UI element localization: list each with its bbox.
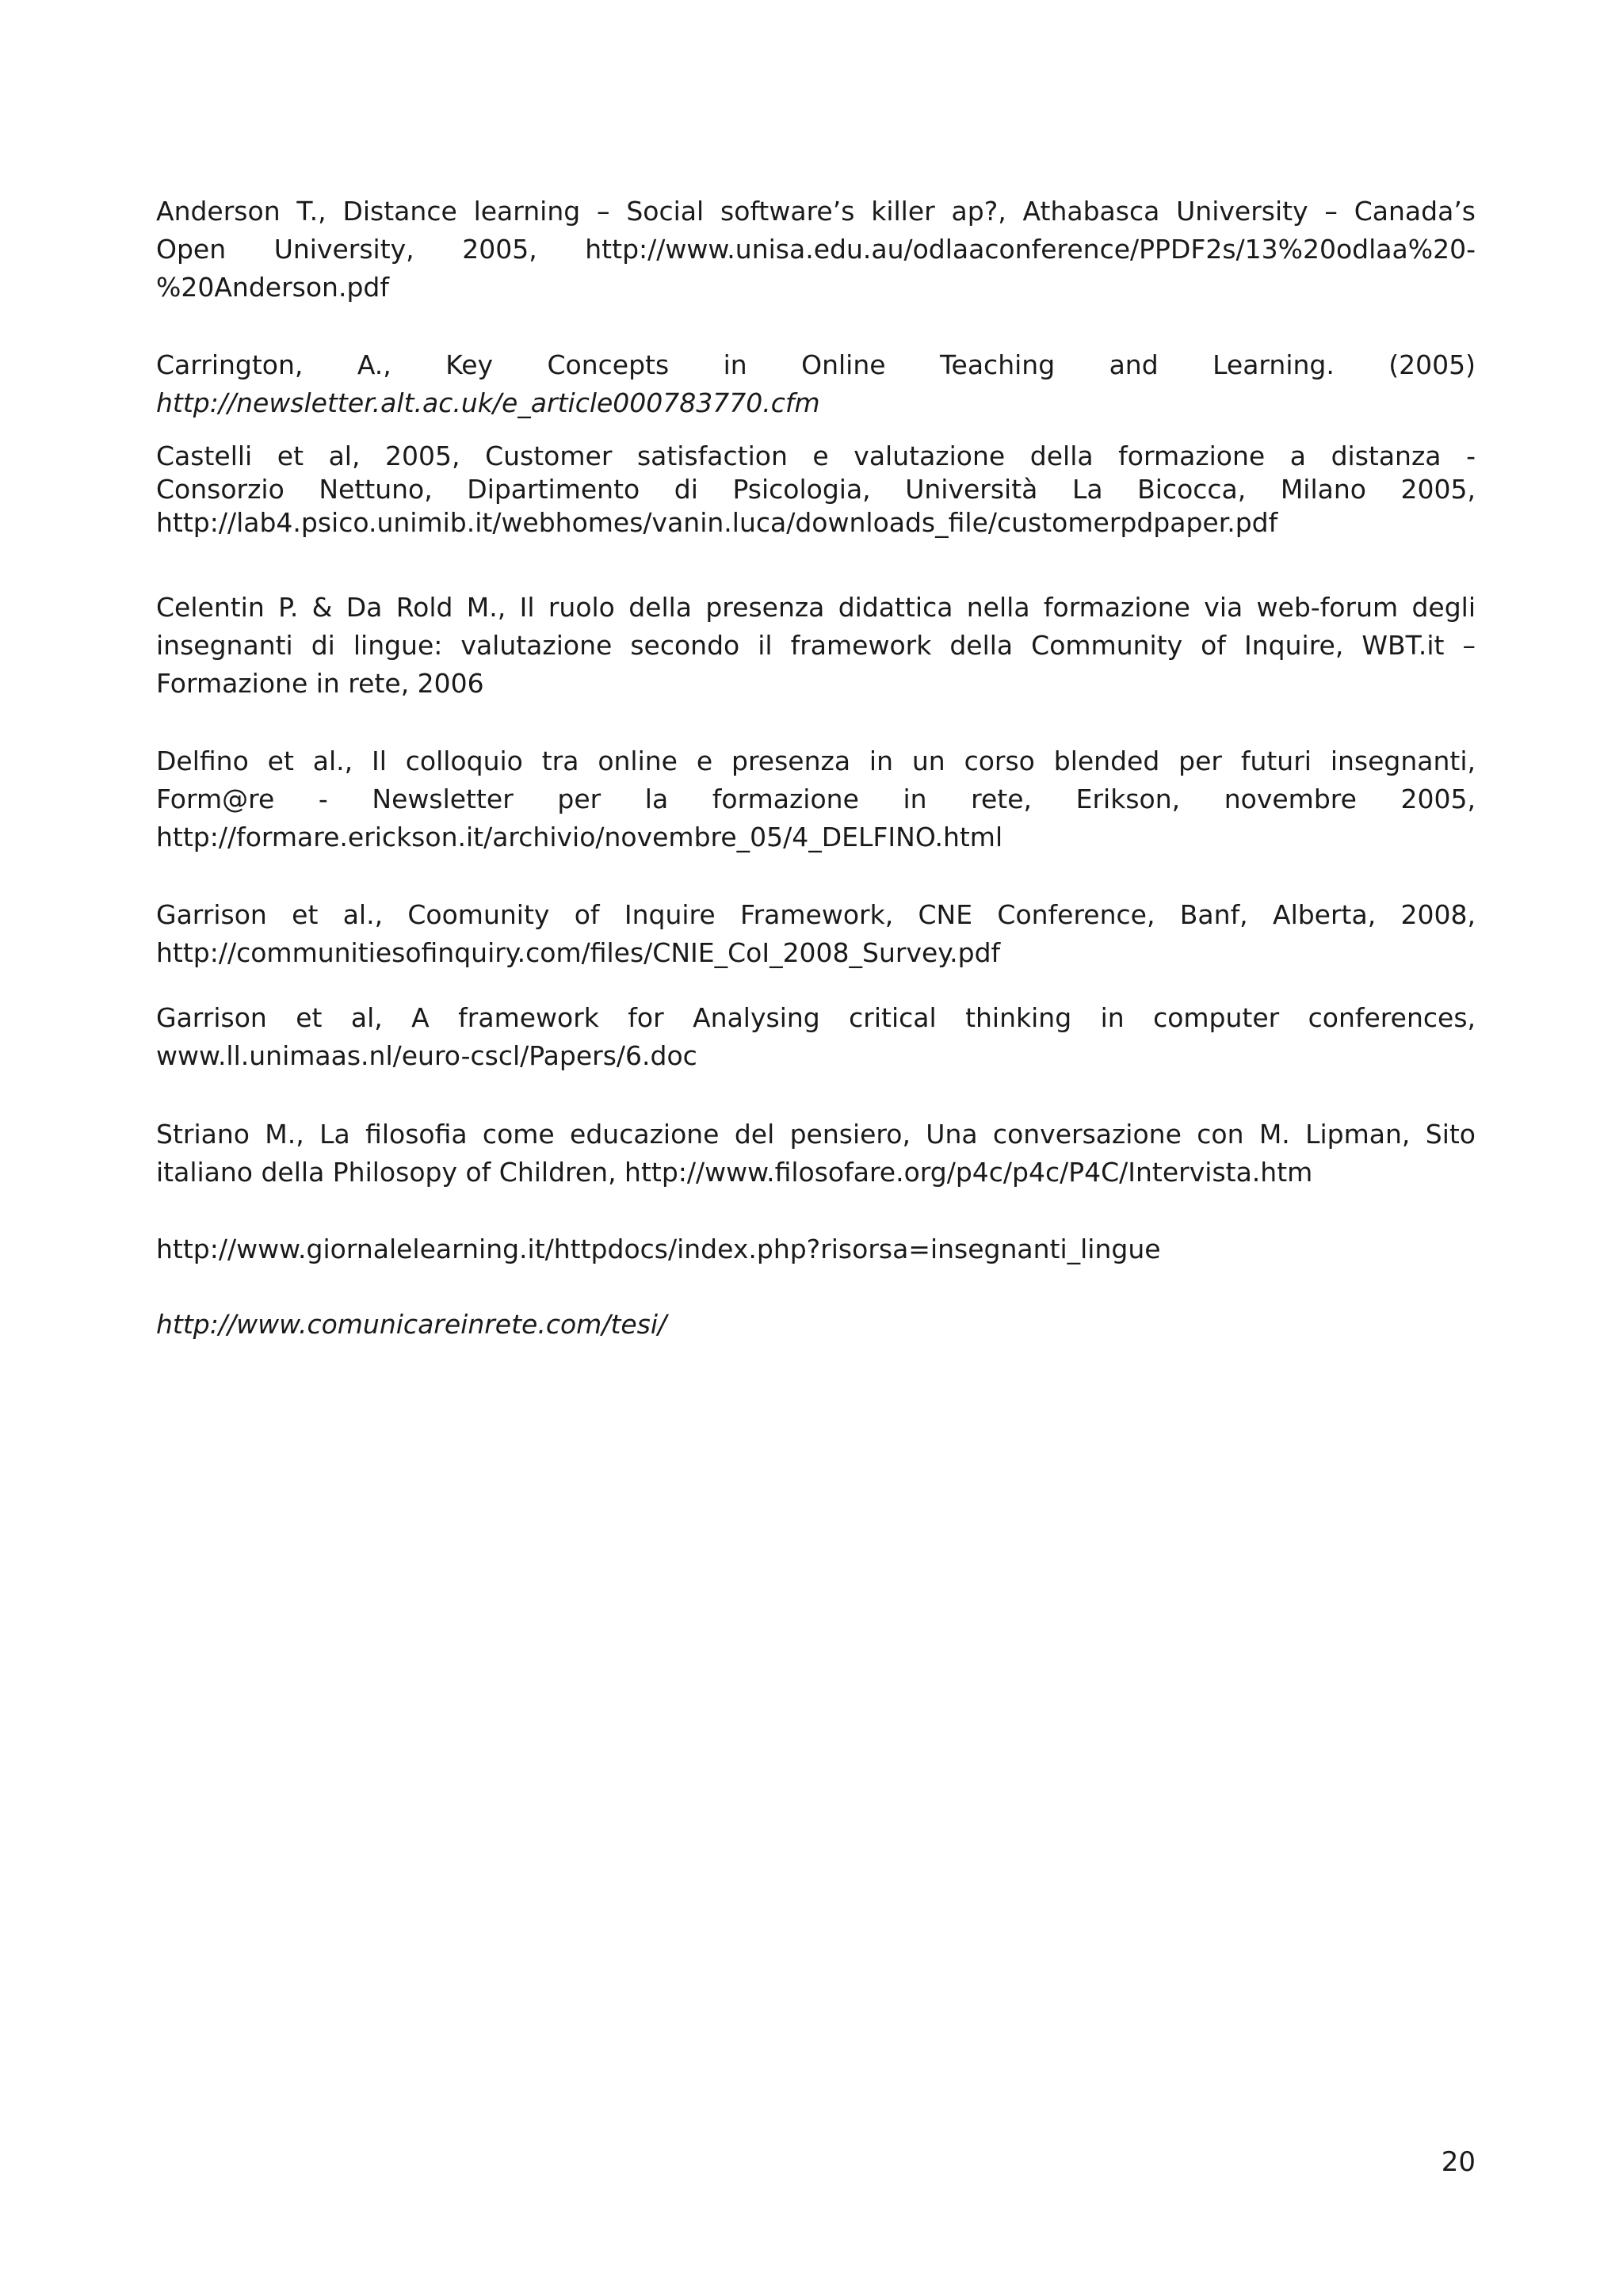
reference-line: Form@re - Newsletter per la formazione in rete, Erikson, novembre 2005, (156, 784, 1476, 814)
reference-line: Celentin P. & Da Rold M., Il ruolo della presenza didattica nella formazione via web-forum degli (156, 592, 1476, 623)
reference-line: Garrison et al., Coomunity of Inquire Framework, CNE Conference, Banf, Alberta, 2008, (156, 899, 1476, 930)
page-number: 20 (1441, 2146, 1476, 2178)
reference-carrington (156, 346, 1476, 422)
reference-line: http://lab4.psico.unimib.it/webhomes/vanin.luca/downloads_file/customerpdpaper.pdf (156, 507, 1278, 538)
reference-line: Anderson T., Distance learning – Social software’s killer ap?, Athabasca University – Canada’s (156, 196, 1476, 227)
reference-anderson (156, 193, 1476, 307)
reference-delfino (156, 742, 1476, 856)
reference-link: http://newsletter.alt.ac.uk/e_article000783770.cfm (156, 387, 820, 418)
reference-line: Delfino et al., Il colloquio tra online e presenza in un corso blended per futuri insegnanti, (156, 746, 1476, 776)
reference-giornalelearning (156, 1230, 1476, 1268)
reference-line: Formazione in rete, 2006 (156, 668, 484, 699)
reference-celentin (156, 589, 1476, 703)
reference-line: http://communitiesofinquiry.com/files/CNIE_CoI_2008_Survey.pdf (156, 937, 1001, 968)
reference-line: http://www.giornalelearning.it/httpdocs/index.php?risorsa=insegnanti_lingue (156, 1234, 1161, 1264)
reference-comunicareinrete (156, 1306, 1476, 1344)
reference-link: http://www.comunicareinrete.com/tesi/ (156, 1309, 667, 1340)
reference-line: Consorzio Nettuno, Dipartimento di Psicologia, Università La Bicocca, Milano 2005, (156, 474, 1476, 505)
reference-garrison-2008 (156, 896, 1476, 972)
reference-garrison-framework (156, 999, 1476, 1075)
reference-line: Castelli et al, 2005, Customer satisfaction e valutazione della formazione a distanza - (156, 441, 1476, 471)
reference-castelli (156, 440, 1476, 540)
reference-line: www.ll.unimaas.nl/euro-cscl/Papers/6.doc (156, 1040, 697, 1071)
reference-line: insegnanti di lingue: valutazione secondo il framework della Community of Inquire, WBT.it – (156, 630, 1476, 661)
reference-line: Garrison et al, A framework for Analysing critical thinking in computer conferences, (156, 1002, 1476, 1033)
reference-line: Carrington, A., Key Concepts in Online Teaching and Learning. (2005) (156, 349, 1476, 380)
reference-line: Striano M., La filosofia come educazione del pensiero, Una conversazione con M. Lipman, Sito (156, 1119, 1476, 1150)
reference-line: %20Anderson.pdf (156, 272, 389, 303)
reference-striano (156, 1116, 1476, 1192)
reference-line: Open University, 2005, http://www.unisa.edu.au/odlaaconference/PPDF2s/13%20odlaa%20- (156, 234, 1476, 265)
reference-line: italiano della Philosopy of Children, http://www.filosofare.org/p4c/p4c/P4C/Intervista.htm (156, 1157, 1313, 1188)
reference-line: http://formare.erickson.it/archivio/novembre_05/4_DELFINO.html (156, 822, 1003, 852)
